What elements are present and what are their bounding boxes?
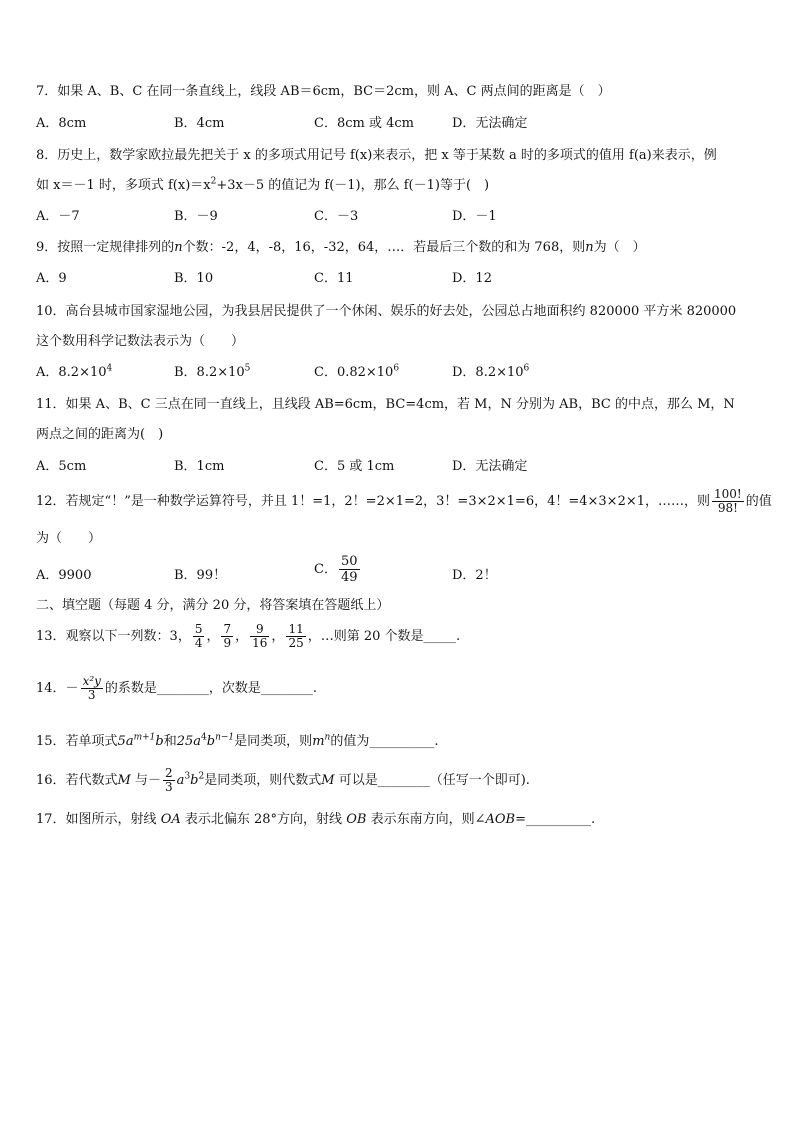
q12-c-den: 49 [340, 570, 358, 585]
q15-mono1-b: b [155, 734, 164, 749]
q12-text-a: 12．若规定“！”是一种数学运算符号，并且 1！=1，2！=2×1=2，3！=3×2×1=6，4！=4×3×2×1，……，则 [36, 494, 711, 509]
q9-option-d: D．12 [452, 271, 492, 286]
q12-fraction [712, 488, 744, 515]
q12-text-b: 的值 [745, 494, 772, 509]
q14-frac-den: 3 [87, 688, 96, 702]
q13-frac-2 [221, 623, 233, 650]
q13-frac-3 [250, 623, 269, 650]
q8-exponent: 2 [210, 176, 217, 187]
q9-var-n: n [174, 240, 183, 255]
q13-frac-4-num: 11 [288, 622, 304, 636]
q15-mono2-exp: 4 [201, 732, 207, 743]
q8-option-c: C．－3 [314, 209, 359, 224]
q16-mono-b: b [190, 773, 199, 788]
q8-option-b: B．－9 [174, 209, 218, 224]
q10-d-exp: 6 [523, 363, 530, 374]
q15-text-c: 是同类项，则 [234, 734, 313, 749]
q13-frac-4-den: 25 [288, 636, 304, 650]
q17-angle-aob: AOB [485, 812, 516, 827]
q13-frac-2-den: 9 [223, 636, 232, 650]
q9-option-a: A．9 [36, 271, 67, 286]
q9-option-b: B．10 [174, 271, 214, 286]
q13-frac-3-num: 9 [250, 623, 269, 637]
question-12-stem-line2: 为（ ） [36, 531, 102, 546]
question-15-stem [36, 734, 438, 750]
q16-mono-a: a [176, 773, 185, 788]
q16-minus: － [148, 773, 162, 788]
q15-mono1-exp: m+1 [133, 732, 156, 743]
q7-option-d: D．无法确定 [452, 116, 528, 131]
q16-text-a: 16．若代数式 [36, 773, 118, 788]
q13-frac-4 [286, 623, 305, 650]
q16-mono-a-exp: 3 [184, 771, 191, 782]
q10-option-d [452, 365, 529, 381]
question-11-stem-line2: 两点之间的距离为( ) [36, 427, 164, 442]
q10-d-base: D．8.2×10 [452, 365, 524, 380]
q9-text-a: 9．按照一定规律排列的 [36, 240, 175, 255]
q15-mono2-bexp: n−1 [215, 732, 235, 743]
q12-frac-num: 100! [714, 487, 742, 501]
q9-var-n2: n [585, 240, 594, 255]
question-17-stem [36, 812, 595, 828]
question-8-stem-line1: 8．历史上，数学家欧拉最先把关于 x 的多项式用记号 f(x)来表示，把 x 等于某数 a 时的多项式的值用 f(a)来表示，例 [36, 148, 717, 163]
q16-mono-b-exp: 2 [198, 771, 205, 782]
q11-option-c: C．5 或 1cm [314, 459, 395, 474]
q10-c-base: C．0.82×10 [314, 365, 394, 380]
q17-text-b: 表示北偏东 28°方向，射线 [184, 812, 343, 827]
q16-text-d: 可以是________（任写一个即可). [338, 773, 530, 788]
q13-text-a: 13．观察以下一列数：3， [36, 629, 191, 644]
q8-option-d: D．－1 [452, 209, 497, 224]
q15-var-m-exp: n [324, 732, 331, 743]
q15-text-a: 15．若单项式 [36, 734, 118, 749]
question-12-stem-line1 [36, 488, 772, 516]
q14-frac-num: x²y [82, 674, 101, 688]
q13-frac-2-num: 7 [223, 622, 232, 636]
q16-frac-den: 3 [165, 780, 173, 794]
q16-frac-num: 2 [165, 766, 173, 780]
question-9-stem [36, 240, 646, 256]
q16-text-c: 是同类项，则代数式 [204, 773, 322, 788]
q12-option-d: D．2！ [452, 568, 497, 583]
q12-c-fraction [339, 554, 360, 585]
q11-option-a: A．5cm [36, 459, 87, 474]
q12-option-a: A．9900 [36, 568, 92, 583]
q7-option-c: C．8cm 或 4cm [314, 116, 414, 131]
q17-ray-ob: OB [346, 812, 367, 827]
q16-fraction [163, 767, 175, 794]
q13-frac-1-den: 4 [194, 636, 203, 650]
q16-var-M: M [117, 773, 131, 788]
q12-c-num: 50 [340, 554, 358, 569]
q15-mono2-b: b [206, 734, 216, 749]
q9-option-c: C．11 [314, 271, 354, 286]
q13-text-b: ，…则第 20 个数是_____. [307, 629, 461, 644]
q12-c-label: C． [314, 562, 337, 577]
section-2-heading: 二、填空题（每题 4 分，满分 20 分，将答案填在答题纸上） [36, 598, 390, 613]
q9-text-c: 为（ ） [593, 240, 646, 255]
q8-option-a: A．－7 [36, 209, 80, 224]
q10-c-exp: 6 [393, 363, 400, 374]
q17-ray-oa: OA [160, 812, 181, 827]
q12-option-b: B．99！ [174, 568, 227, 583]
q8-text-a: 如 x＝－1 时，多项式 f(x)＝x [36, 178, 211, 193]
question-11-stem-line1: 11．如果 A、B、C 三点在同一直线上，且线段 AB=6cm，BC=4cm，若 M，N 分别为 AB，BC 的中点，那么 M，N [36, 397, 735, 412]
q13-frac-1 [193, 623, 205, 650]
q10-b-exp: 5 [244, 363, 251, 374]
q14-minus: － [65, 681, 79, 696]
question-7-stem: 7．如果 A、B、C 在同一条直线上，线段 AB＝6cm，BC＝2cm，则 A、C 两点间的距离是（ ） [36, 84, 611, 99]
question-10-stem-line1: 10．高台县城市国家湿地公园，为我县居民提供了一个休闲、娱乐的好去处，公园总占地面积约 820000 平方米 820000 [36, 304, 737, 319]
q14-text: 的系数是________，次数是________. [104, 681, 318, 696]
q13-frac-1-num: 5 [194, 622, 203, 636]
q10-option-a [36, 365, 112, 381]
q14-fraction [81, 675, 103, 702]
question-14-stem [36, 672, 317, 706]
q17-text-d: =__________. [515, 812, 596, 827]
q10-a-exp: 4 [106, 363, 113, 374]
q9-text-b: 个数：-2，4，-8，16，-32，64，…．若最后三个数的和为 768，则 [182, 240, 586, 255]
question-8-stem-line2 [36, 178, 489, 194]
q11-option-d: D．无法确定 [452, 459, 528, 474]
q15-mono1: 5a [117, 734, 134, 749]
question-10-stem-line2: 这个数用科学记数法表示为（ ） [36, 334, 245, 349]
q12-option-c [314, 554, 362, 585]
q17-text-a: 17．如图所示，射线 [36, 812, 157, 827]
q13-frac-3-den: 16 [252, 636, 268, 650]
q7-option-a: A．8cm [36, 116, 87, 131]
q12-frac-den: 98! [717, 501, 738, 515]
q10-b-base: B．8.2×10 [174, 365, 245, 380]
question-16-stem [36, 764, 530, 798]
q15-text-b: 和 [163, 734, 177, 749]
q10-option-c [314, 365, 399, 381]
q16-text-b: 与 [135, 773, 149, 788]
q15-mono2: 25a [176, 734, 202, 749]
q10-option-b [174, 365, 250, 381]
q11-option-b: B．1cm [174, 459, 225, 474]
q8-text-b: +3x－5 的值记为 f(－1)，那么 f(－1)等于( ) [216, 178, 490, 193]
q14-number: 14． [36, 681, 66, 696]
q10-a-base: A．8.2×10 [36, 365, 107, 380]
q7-option-b: B．4cm [174, 116, 225, 131]
q17-text-c: 表示东南方向，则∠ [370, 812, 486, 827]
question-13-stem: 13．观察以下一列数：3， $\frac{5}{4}$ ， $\frac{7}{9}$ ， $\frac{9}{16}$ ， $\frac{11}{25}$ ，…则第 20 个数是_____. [36, 622, 461, 650]
q15-var-m: m [312, 734, 325, 749]
q16-var-M2: M [321, 773, 335, 788]
q15-text-d: 的值为__________. [330, 734, 439, 749]
